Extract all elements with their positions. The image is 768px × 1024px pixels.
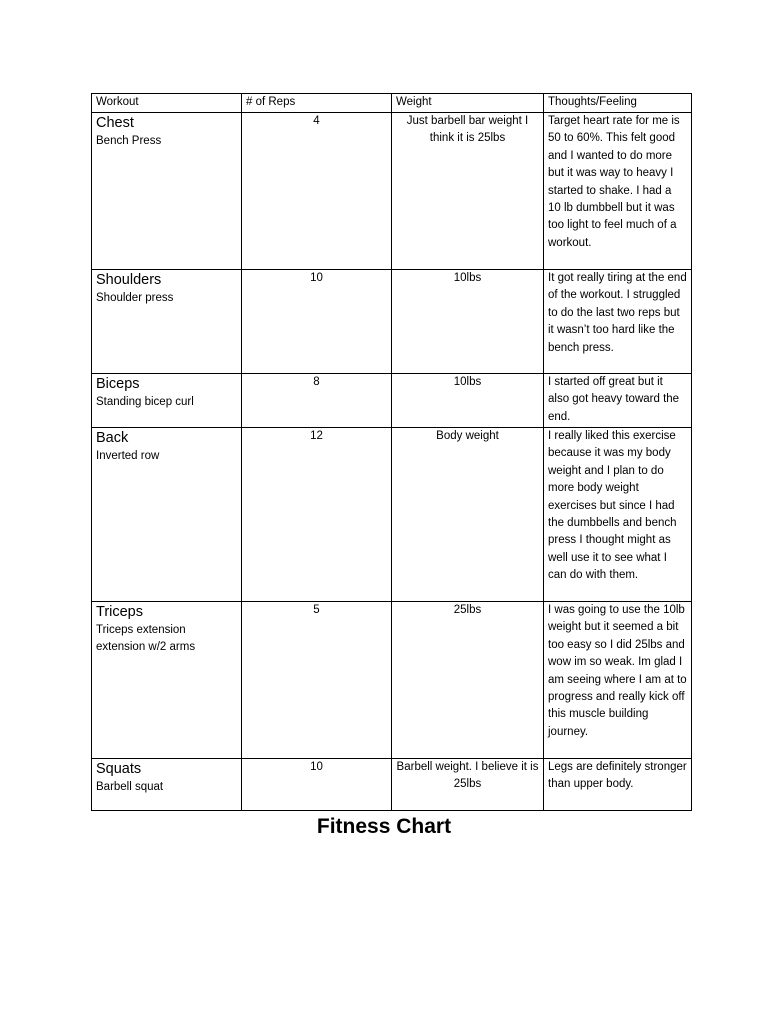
table-row bbox=[92, 374, 692, 428]
weight-cell: Body weight bbox=[392, 428, 544, 602]
workout-category: Squats bbox=[96, 761, 142, 777]
table-row bbox=[92, 428, 692, 602]
header-weight: Weight bbox=[392, 94, 544, 113]
reps-cell: 4 bbox=[242, 113, 392, 270]
weight-cell: 25lbs bbox=[392, 602, 544, 759]
thoughts-cell: It got really tiring at the end of the workout. I struggled to do the last two reps but it wasn’t too hard like the bench press. bbox=[544, 270, 692, 374]
thoughts-cell: I was going to use the 10lb weight but it seemed a bit too easy so I did 25lbs and wow im so weak. Im glad I am seeing where I am at to progress and really kick off this muscle building journey. bbox=[544, 602, 692, 759]
workout-category: Chest bbox=[96, 115, 134, 131]
thoughts-cell: I started off great but it also got heavy toward the end. bbox=[544, 374, 692, 428]
header-thoughts: Thoughts/Feeling bbox=[544, 94, 692, 113]
reps-cell: 8 bbox=[242, 374, 392, 428]
reps-cell: 10 bbox=[242, 270, 392, 374]
exercise-name: Triceps extension extension w/2 arms bbox=[96, 624, 196, 653]
page-title: Fitness Chart bbox=[316, 815, 452, 838]
workout-category: Triceps bbox=[96, 604, 143, 620]
header-reps: # of Reps bbox=[242, 94, 392, 113]
table-row bbox=[92, 602, 692, 759]
reps-cell: 10 bbox=[242, 759, 392, 811]
exercise-name: Inverted row bbox=[96, 450, 160, 462]
exercise-name: Barbell squat bbox=[96, 781, 164, 793]
reps-cell: 12 bbox=[242, 428, 392, 602]
weight-cell: 10lbs bbox=[392, 270, 544, 374]
reps-cell: 5 bbox=[242, 602, 392, 759]
thoughts-cell: Target heart rate for me is 50 to 60%. This felt good and I wanted to do more but it was way to heavy I started to shake. I had a 10 lb dumbbell but it was too light to feel much of a workout. bbox=[544, 113, 692, 270]
fitness-table bbox=[91, 93, 692, 811]
workout-cell bbox=[92, 428, 242, 602]
header-workout: Workout bbox=[92, 94, 242, 113]
workout-cell bbox=[92, 759, 242, 811]
table-row bbox=[92, 759, 692, 811]
workout-category: Shoulders bbox=[96, 272, 162, 288]
table-row bbox=[92, 113, 692, 270]
workout-category: Back bbox=[96, 430, 129, 446]
workout-category: Biceps bbox=[96, 376, 140, 392]
header-row bbox=[92, 94, 692, 113]
workout-cell bbox=[92, 270, 242, 374]
exercise-name: Bench Press bbox=[96, 135, 162, 147]
workout-cell bbox=[92, 113, 242, 270]
weight-cell: Barbell weight. I believe it is 25lbs bbox=[392, 759, 544, 811]
exercise-name: Shoulder press bbox=[96, 292, 174, 304]
thoughts-cell: I really liked this exercise because it was my body weight and I plan to do more body weight exercises but since I had the dumbbells and bench press I thought might as well use it to see what I can do with them. bbox=[544, 428, 692, 602]
workout-cell bbox=[92, 602, 242, 759]
weight-cell: Just barbell bar weight I think it is 25lbs bbox=[392, 113, 544, 270]
exercise-name: Standing bicep curl bbox=[96, 396, 194, 408]
weight-cell: 10lbs bbox=[392, 374, 544, 428]
table-row bbox=[92, 270, 692, 374]
thoughts-cell: Legs are definitely stronger than upper body. bbox=[544, 759, 692, 811]
workout-cell bbox=[92, 374, 242, 428]
